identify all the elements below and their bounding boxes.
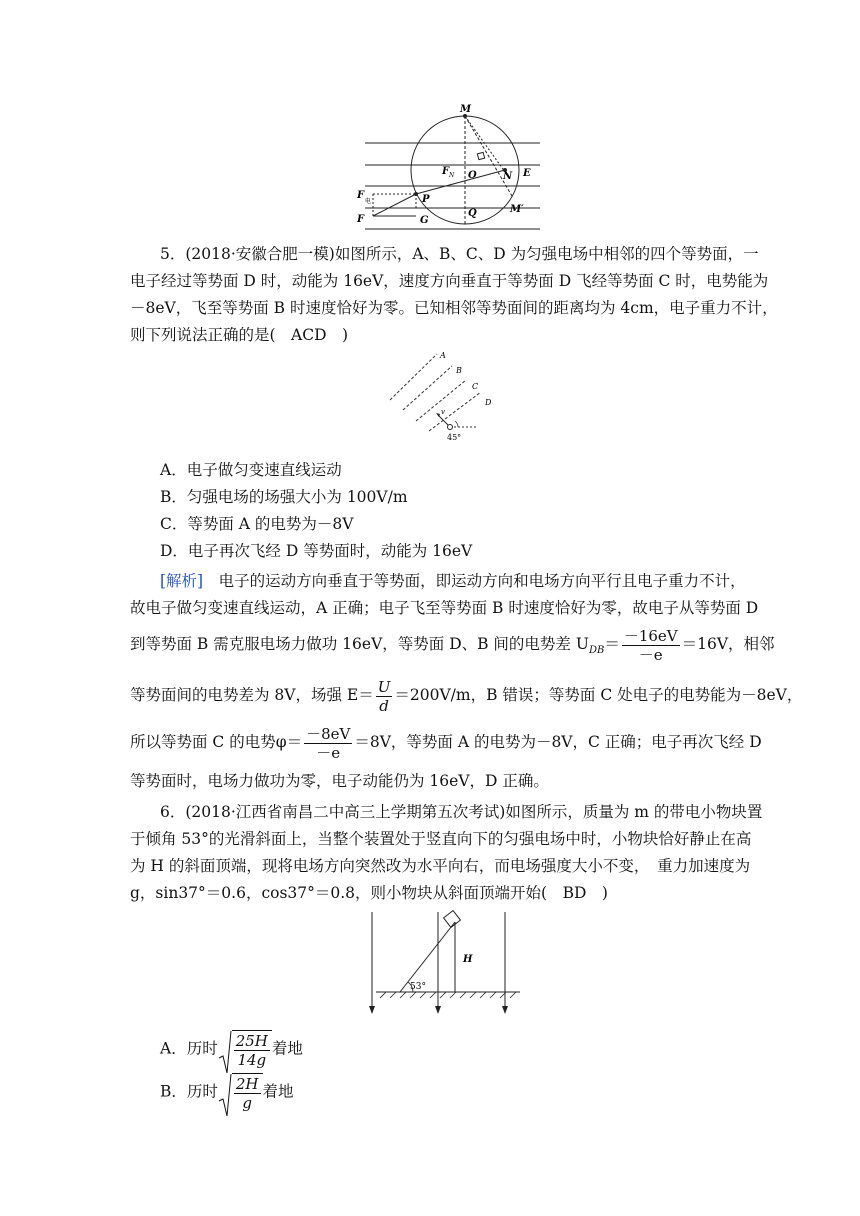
figure-equipotential bbox=[385, 345, 492, 445]
label-f-dian: F bbox=[357, 190, 365, 201]
fraction-udb-num: －16eV bbox=[623, 626, 678, 645]
label-f: F bbox=[357, 214, 365, 225]
q6-option-b-post: 着地 bbox=[262, 1082, 294, 1101]
label-q: Q bbox=[468, 208, 477, 219]
label-plane-b: B bbox=[456, 366, 462, 375]
q5-option-a: A．电子做匀变速直线运动 bbox=[160, 461, 342, 479]
q5-line-3: －8eV，飞至等势面 B 时速度恰好为零。已知相邻等势面间的距离均为 4cm，电子重力不计， bbox=[130, 299, 778, 317]
label-angle-45: 45° bbox=[447, 433, 462, 442]
analysis-eq: ＝ bbox=[604, 635, 620, 653]
label-plane-d: D bbox=[485, 398, 492, 407]
q5-option-c: C．等势面 A 的电势为－8V bbox=[160, 515, 354, 533]
q5-line-1: 5．(2018·安徽合肥一模)如图所示，A、B、C、D 为匀强电场中相邻的四个等势面，一 bbox=[160, 245, 759, 263]
analysis-line-3 bbox=[130, 624, 775, 671]
label-m: M bbox=[460, 104, 472, 115]
label-fn-sub: N bbox=[449, 172, 455, 179]
sqrt-b-den: g bbox=[242, 1094, 252, 1112]
analysis-text-5a: 所以等势面 C 的电势φ＝ bbox=[130, 733, 303, 751]
analysis-text-3a: 到等势面 B 需克服电场力做功 16eV，等势面 D、B 间的电势差 U bbox=[130, 635, 589, 653]
label-e: E bbox=[523, 168, 531, 179]
q5-line-2: 电子经过等势面 D 时，动能为 16eV，速度方向垂直于等势面 D 飞经等势面 C 时，电势能为 bbox=[130, 272, 769, 290]
analysis-sub-db: DB bbox=[588, 645, 605, 657]
label-f-dian-sub: 电 bbox=[365, 198, 372, 205]
analysis-text-4b: ＝200V/m，B 错误；等势面 C 处电子的电势能为－8eV， bbox=[394, 686, 803, 704]
fraction-udb bbox=[622, 627, 680, 664]
label-h: H bbox=[463, 954, 473, 965]
q6-line-2: 于倾角 53°的光滑斜面上，当整个装置处于竖直向下的匀强电场中时，小物块恰好静止在高 bbox=[130, 830, 752, 848]
analysis-line-4 bbox=[130, 675, 802, 715]
q6-option-a-pre: A．历时 bbox=[160, 1039, 218, 1058]
analysis-text-5b: ＝8V，等势面 A 的电势为－8V，C 正确；电子再次飞经 D bbox=[354, 733, 762, 751]
sqrt-b-num: 2H bbox=[235, 1075, 259, 1093]
analysis-text-4a: 等势面间的电势差为 8V，场强 E＝ bbox=[130, 686, 374, 704]
label-m-prime: M′ bbox=[510, 204, 524, 215]
fraction-phi-den: －e bbox=[316, 743, 341, 762]
analysis-line-2: 故电子做匀变速直线运动，A 正确；电子飞至等势面 B 时速度恰好为零，故电子从等势面 D bbox=[130, 599, 759, 617]
sqrt-b bbox=[218, 1073, 263, 1112]
label-o: O bbox=[468, 170, 477, 181]
q5-line-4: 则下列说法正确的是( ACD ) bbox=[130, 326, 349, 344]
q5-option-d: D．电子再次飞经 D 等势面时，动能为 16eV bbox=[160, 542, 473, 560]
analysis-text-1: 电子的运动方向垂直于等势面，即运动方向和电场方向平行且电子重力不计， bbox=[203, 572, 746, 590]
sqrt-a bbox=[218, 1030, 272, 1069]
fraction-phi-num: －8eV bbox=[306, 724, 351, 743]
q6-option-b bbox=[160, 1073, 294, 1112]
q6-option-b-pre: B．历时 bbox=[160, 1082, 218, 1101]
figure-circle-field bbox=[355, 100, 560, 240]
fraction-e-num: U bbox=[377, 677, 391, 696]
label-p: P bbox=[422, 194, 430, 205]
q6-option-a bbox=[160, 1030, 303, 1069]
q6-line-3: 为 H 的斜面顶端，现将电场方向突然改为水平向右，而电场强度大小不变， 重力加速度为 bbox=[130, 857, 751, 875]
q6-line-4: g，sin37°＝0.6，cos37°＝0.8，则小物块从斜面顶端开始( BD ) bbox=[130, 884, 608, 902]
analysis-text-3b: ＝16V，相邻 bbox=[681, 635, 775, 653]
fraction-e-den: d bbox=[379, 696, 389, 715]
analysis-line-1 bbox=[160, 570, 746, 592]
sqrt-a-den: 14g bbox=[237, 1051, 267, 1069]
label-fn: F bbox=[442, 166, 450, 177]
fraction-udb-den: －e bbox=[638, 645, 663, 664]
label-velocity: v bbox=[441, 408, 445, 416]
label-plane-a: A bbox=[440, 351, 446, 360]
label-plane-c: C bbox=[472, 382, 479, 391]
q5-option-b: B．匀强电场的场强大小为 100V/m bbox=[160, 488, 408, 506]
label-angle-53: 53° bbox=[410, 982, 426, 992]
analysis-line-6: 等势面时，电场力做功为零，电子动能仍为 16eV，D 正确。 bbox=[130, 772, 549, 790]
analysis-line-5 bbox=[130, 722, 762, 762]
label-g: G bbox=[420, 215, 429, 226]
q6-option-a-post: 着地 bbox=[271, 1039, 303, 1058]
fraction-e bbox=[376, 678, 393, 715]
label-n: N bbox=[503, 171, 513, 182]
fraction-phi bbox=[304, 725, 352, 762]
sqrt-a-num: 25H bbox=[235, 1032, 268, 1050]
q6-line-1: 6．(2018·江西省南昌二中高三上学期第五次考试)如图所示，质量为 m 的带电小物块置 bbox=[160, 803, 763, 821]
figure-incline bbox=[365, 905, 525, 1020]
analysis-tag: [解析] bbox=[160, 572, 204, 590]
